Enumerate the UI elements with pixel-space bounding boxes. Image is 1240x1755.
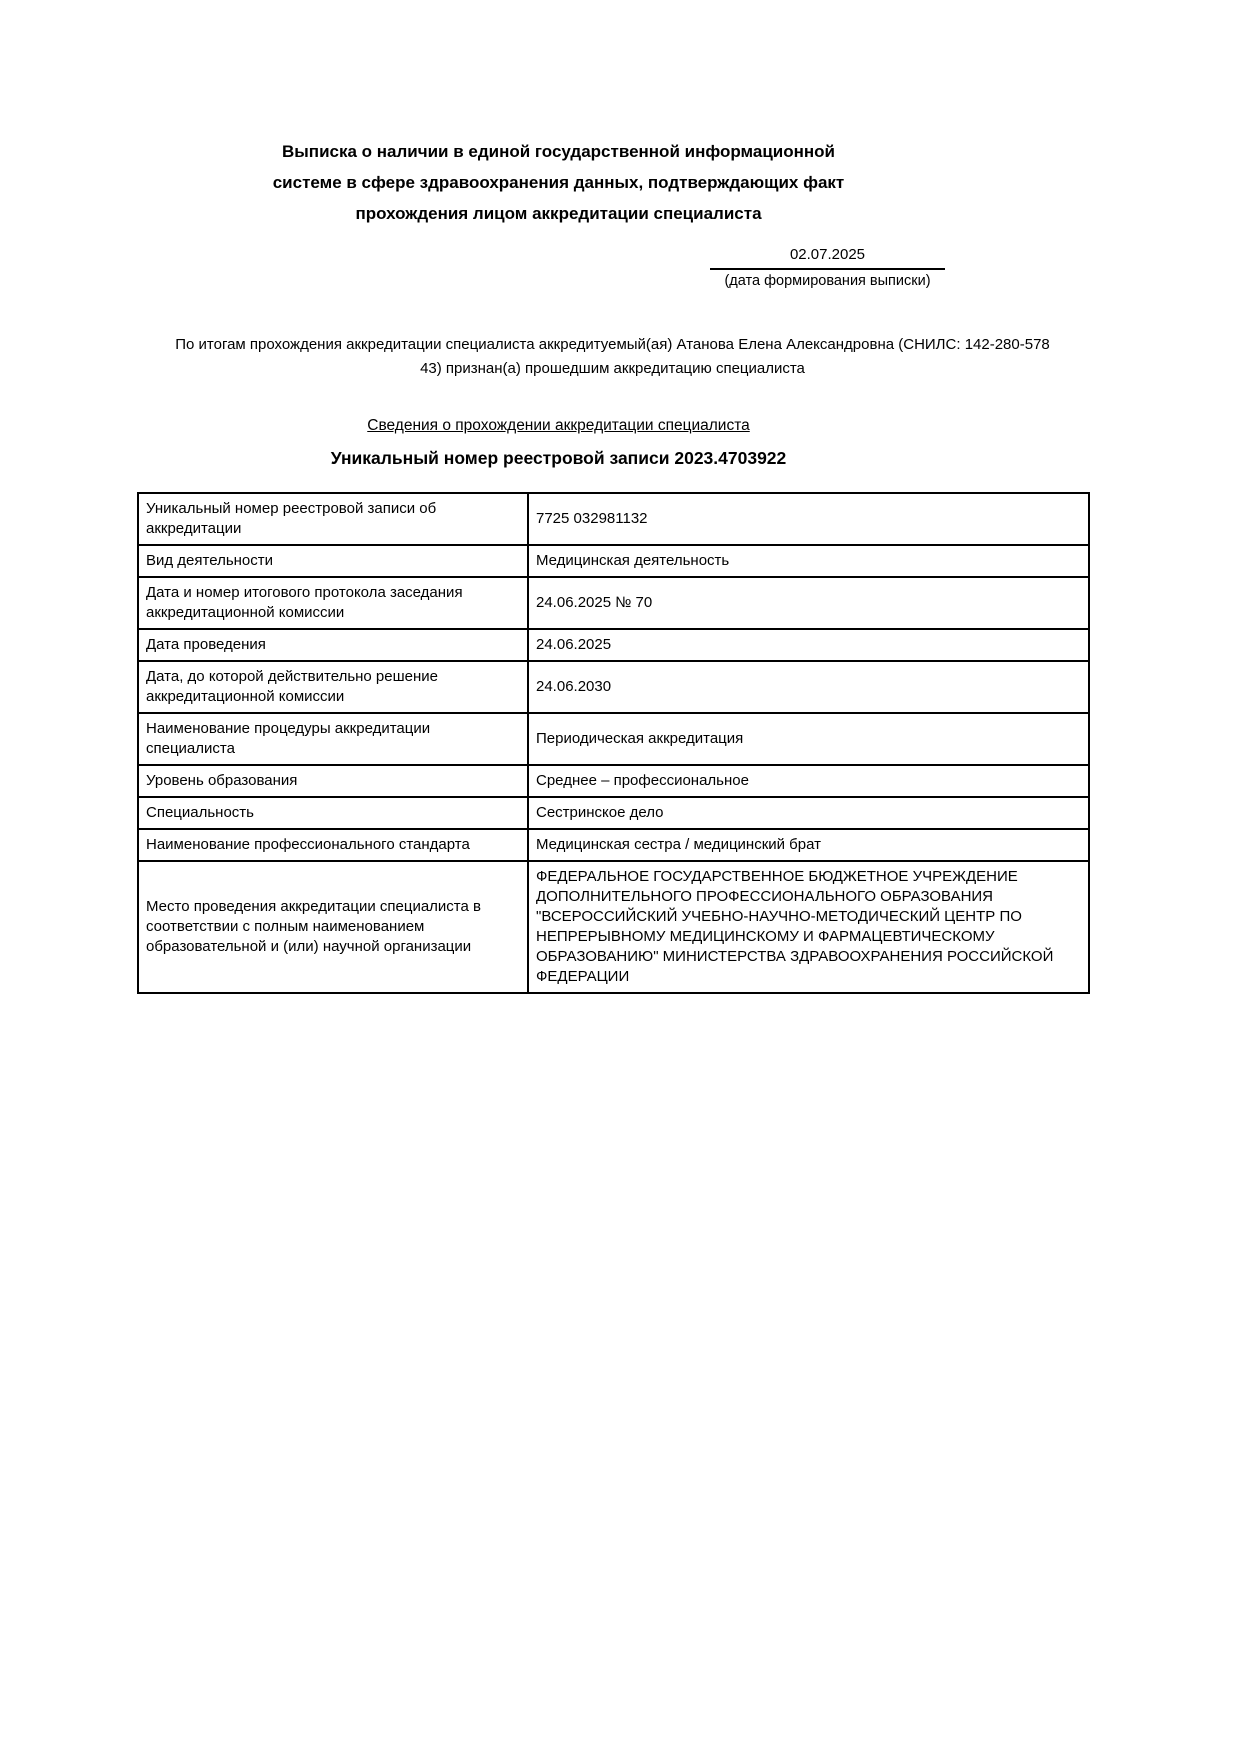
row-label: Уникальный номер реестровой записи об аккредитации bbox=[138, 493, 528, 545]
row-value: 7725 032981132 bbox=[528, 493, 1089, 545]
generation-date-value: 02.07.2025 bbox=[710, 245, 945, 270]
registry-number-heading: Уникальный номер реестровой записи 2023.4703922 bbox=[330, 448, 787, 468]
table-row bbox=[138, 493, 1089, 545]
table-row bbox=[138, 713, 1089, 765]
row-label: Дата и номер итогового протокола заседания аккредитационной комиссии bbox=[138, 577, 528, 629]
table-row bbox=[138, 861, 1089, 993]
table-row bbox=[138, 797, 1089, 829]
row-value: Периодическая аккредитация bbox=[528, 713, 1089, 765]
row-value: Медицинская деятельность bbox=[528, 545, 1089, 577]
table-row bbox=[138, 629, 1089, 661]
generation-date-block bbox=[710, 245, 945, 291]
document-title-line: системе в сфере здравоохранения данных, подтверждающих факт bbox=[272, 173, 845, 192]
intro-paragraph bbox=[137, 333, 1088, 381]
document-title-line: прохождения лицом аккредитации специалиста bbox=[355, 204, 762, 223]
row-value: Среднее – профессиональное bbox=[528, 765, 1089, 797]
row-value: 24.06.2025 bbox=[528, 629, 1089, 661]
row-label: Наименование профессионального стандарта bbox=[138, 829, 528, 861]
row-label: Место проведения аккредитации специалиста в соответствии с полным наименованием образовательной и (или) научной организации bbox=[138, 861, 528, 993]
row-label: Специальность bbox=[138, 797, 528, 829]
row-value: Медицинская сестра / медицинский брат bbox=[528, 829, 1089, 861]
intro-paragraph-line: По итогам прохождения аккредитации специалиста аккредитуемый(ая) Атанова Елена Александровна (СНИЛС: 142-280-578 bbox=[175, 336, 1050, 353]
intro-paragraph-line: 43) признан(а) прошедшим аккредитацию специалиста bbox=[420, 360, 805, 377]
table-row bbox=[138, 661, 1089, 713]
accreditation-table bbox=[137, 492, 1090, 994]
row-value: ФЕДЕРАЛЬНОЕ ГОСУДАРСТВЕННОЕ БЮДЖЕТНОЕ УЧРЕЖДЕНИЕ ДОПОЛНИТЕЛЬНОГО ПРОФЕССИОНАЛЬНОГО ОБРАЗОВАНИЯ "ВСЕРОССИЙСКИЙ УЧЕБНО-НАУЧНО-МЕТОДИЧЕСКИЙ ЦЕНТР ПО НЕПРЕРЫВНОМУ МЕДИЦИНСКОМУ И ФАРМАЦЕВТИЧЕСКОМУ ОБРАЗОВАНИЮ" МИНИСТЕРСТВА ЗДРАВООХРАНЕНИЯ РОССИЙСКОЙ ФЕДЕРАЦИИ bbox=[528, 861, 1089, 993]
row-label: Дата проведения bbox=[138, 629, 528, 661]
table-row bbox=[138, 577, 1089, 629]
row-label: Уровень образования bbox=[138, 765, 528, 797]
row-label: Дата, до которой действительно решение аккредитационной комиссии bbox=[138, 661, 528, 713]
section-heading: Сведения о прохождении аккредитации специалиста bbox=[367, 417, 750, 434]
document-title-line: Выписка о наличии в единой государственной информационной bbox=[282, 142, 835, 161]
table-row bbox=[138, 765, 1089, 797]
generation-date-caption: (дата формирования выписки) bbox=[724, 273, 931, 289]
document-title bbox=[137, 136, 1088, 229]
table-row bbox=[138, 545, 1089, 577]
row-value: 24.06.2025 № 70 bbox=[528, 577, 1089, 629]
row-label: Вид деятельности bbox=[138, 545, 528, 577]
row-value: 24.06.2030 bbox=[528, 661, 1089, 713]
table-row bbox=[138, 829, 1089, 861]
row-label: Наименование процедуры аккредитации специалиста bbox=[138, 713, 528, 765]
row-value: Сестринское дело bbox=[528, 797, 1089, 829]
